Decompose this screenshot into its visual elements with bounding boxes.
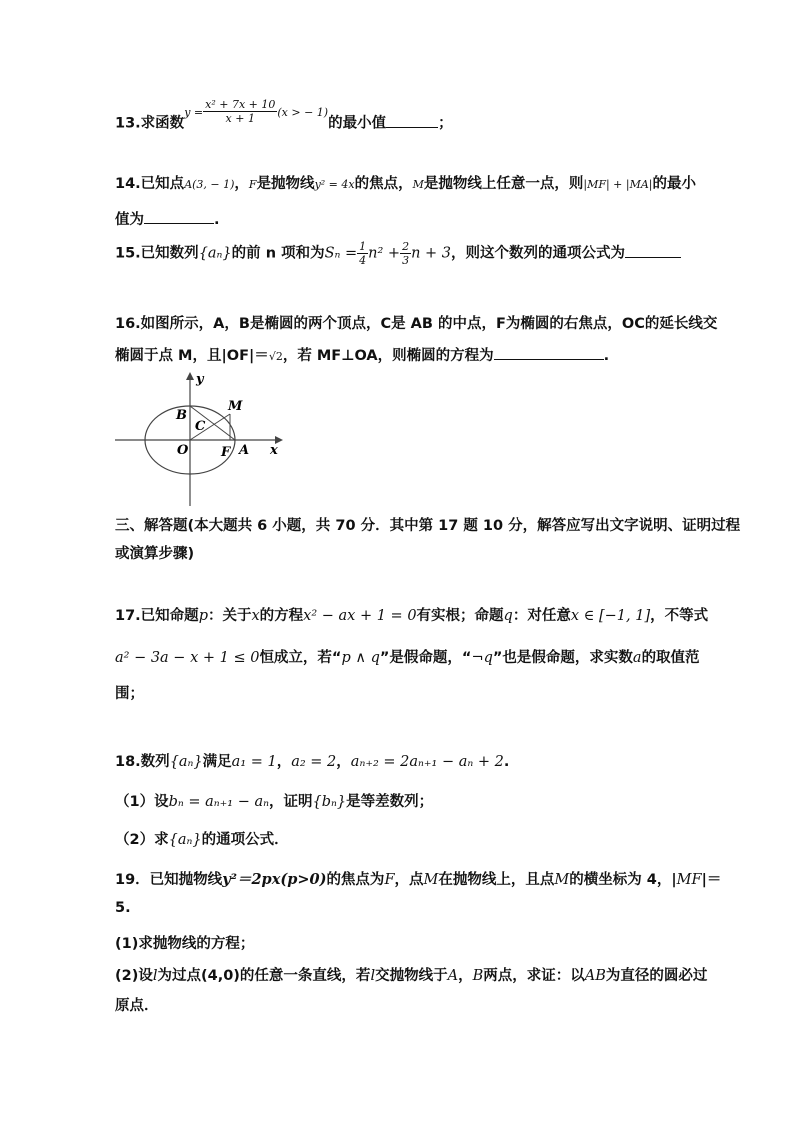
question-18-part1: （1）设bₙ = aₙ₊₁ − aₙ，证明{bₙ}是等差数列； bbox=[115, 794, 434, 810]
section-3-heading-line2: 或演算步骤) bbox=[115, 546, 195, 562]
label-b: B bbox=[176, 408, 187, 423]
question-18: 18.数列{aₙ}满足a₁ = 1，a₂ = 2，aₙ₊₂ = 2aₙ₊₁ − aₙ + 2. bbox=[115, 754, 510, 770]
label-c: C bbox=[195, 419, 206, 434]
question-19-line2: 5. bbox=[115, 900, 131, 916]
label-f: F bbox=[221, 445, 231, 460]
question-19-part1: (1)求抛物线的方程； bbox=[115, 936, 255, 952]
question-14: 14.已知点A(3, − 1)，F是抛物线y² = 4x的焦点，M是抛物线上任意一点，则|MF| + |MA|的最小 bbox=[115, 176, 697, 192]
question-16: 16.如图所示，A，B是椭圆的两个顶点，C是 AB 的中点，F为椭圆的右焦点，OC的延长线交 bbox=[115, 316, 718, 332]
question-14-line2: 值为 . bbox=[115, 212, 220, 228]
ellipse-figure bbox=[115, 370, 285, 510]
label-o: O bbox=[177, 443, 189, 458]
answer-blank[interactable] bbox=[144, 223, 214, 224]
question-17: 17.已知命题p：关于x的方程x² − ax + 1 = 0有实根；命题q：对任意x ∈ [−1, 1]，不等式 bbox=[115, 608, 709, 624]
q13-fraction: $\frac{\text{x² + 7x + 10}}{x + 1}$ bbox=[205, 98, 276, 125]
question-13: 13.求函数$^{y =}$ $\frac{\text{x² + 7x + 10}}{x + 1}$ $^{(x > - 1)}$的最小值 ； bbox=[115, 98, 453, 132]
answer-blank[interactable] bbox=[386, 127, 438, 128]
question-19: 19．已知抛物线y²＝2px(p>0)的焦点为F，点M在抛物线上，且点M的横坐标为 4，|MF|＝ bbox=[115, 871, 722, 888]
label-a: A bbox=[239, 443, 250, 458]
question-17-line3: 围； bbox=[115, 686, 144, 702]
section-3-heading: 三、解答题(本大题共 6 小题，共 70 分．其中第 17 题 10 分，解答应写出文字说明、证明过程 bbox=[115, 518, 741, 534]
question-16-line2: 椭圆于点 M，且|OF|＝√2，若 MF⊥OA，则椭圆的方程为 . bbox=[115, 348, 610, 364]
question-17-line2: a² − 3a − x + 1 ≤ 0恒成立，若“p ∧ q”是假命题，“¬q”也是假命题，求实数a的取值范 bbox=[115, 650, 700, 666]
answer-blank[interactable] bbox=[494, 359, 604, 360]
label-m: M bbox=[228, 399, 243, 414]
label-y: y bbox=[196, 372, 204, 387]
answer-blank[interactable] bbox=[625, 257, 681, 258]
label-x: x bbox=[270, 443, 278, 458]
question-15: 15.已知数列{aₙ}的前 n 项和为Sₙ = $\frac{1}{4}$ n² + $\frac{2}{3}$ n + 3，则这个数列的通项公式为 bbox=[115, 240, 681, 267]
question-19-line4: 原点． bbox=[115, 998, 159, 1014]
question-18-part2: （2）求{aₙ}的通项公式． bbox=[115, 832, 289, 848]
question-19-part2: (2)设l为过点(4,0)的任意一条直线，若l交抛物线于A，B两点，求证：以AB为直径的圆必过 bbox=[115, 968, 708, 984]
